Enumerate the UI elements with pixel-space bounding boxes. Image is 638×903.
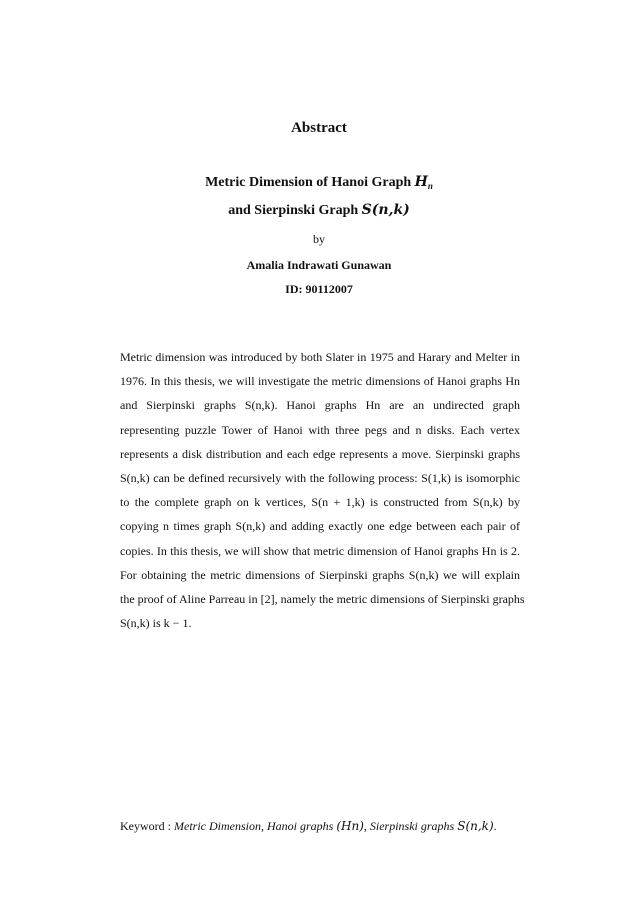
keywords-label: Keyword : [120,819,174,833]
title-line-2 [0,202,638,219]
abstract-heading: Abstract [291,120,347,136]
body-line: to the complete graph on k vertices, S(n + 1,k) is constructed from S(n,k) by [120,495,520,510]
title-hanoi-symbol: H [414,174,428,190]
author-name: Amalia Indrawati Gunawan [246,258,392,272]
keywords-items: Metric Dimension, Hanoi graphs [174,819,337,833]
title-hanoi-subscript: n [427,181,433,191]
body-line: copies. In this thesis, we will show that metric dimension of Hanoi graphs Hn is 2. [120,543,520,558]
body-line: 1976. In this thesis, we will investigate the metric dimensions of Hanoi graphs Hn [120,374,520,389]
body-line: representing puzzle Tower of Hanoi with three pegs and n disks. Each vertex [120,422,520,437]
body-line: S(n,k) is k − 1. [120,616,192,631]
keywords-line [120,819,497,834]
body-line: and Sierpinski graphs S(n,k). Hanoi graphs Hn are an undirected graph [120,398,520,413]
title-line-1 [0,174,638,191]
body-line: For obtaining the metric dimensions of Sierpinski graphs S(n,k) we will explain [120,567,520,582]
title-line-2-text: and Sierpinski Graph [228,203,362,218]
title-line-1-text: Metric Dimension of Hanoi Graph [205,175,415,190]
body-line: represents a disk distribution and each edge represents a move. Sierpinski graphs [120,446,520,461]
student-id: ID: 90112007 [285,282,353,296]
title-sierpinski-symbol: S(n,k) [361,202,410,218]
keywords-sierpinski-symbol: S(n,k) [457,819,494,833]
abstract-body [120,345,525,635]
body-line: S(n,k) can be defined recursively with the following process: S(1,k) is isomorphic [120,470,520,485]
by-label: by [313,232,325,246]
body-line: Metric dimension was introduced by both Slater in 1975 and Harary and Melter in [120,350,520,364]
body-line: copying n times graph S(n,k) and adding exactly one edge between each pair of [120,519,520,534]
keywords-hanoi-symbol: (Hn) [336,819,364,833]
keywords-separator: , Sierpinski graphs [363,819,458,833]
keywords-end: . [493,819,497,833]
body-line: the proof of Aline Parreau in [2], namely the metric dimensions of Sierpinski graphs [120,591,525,606]
